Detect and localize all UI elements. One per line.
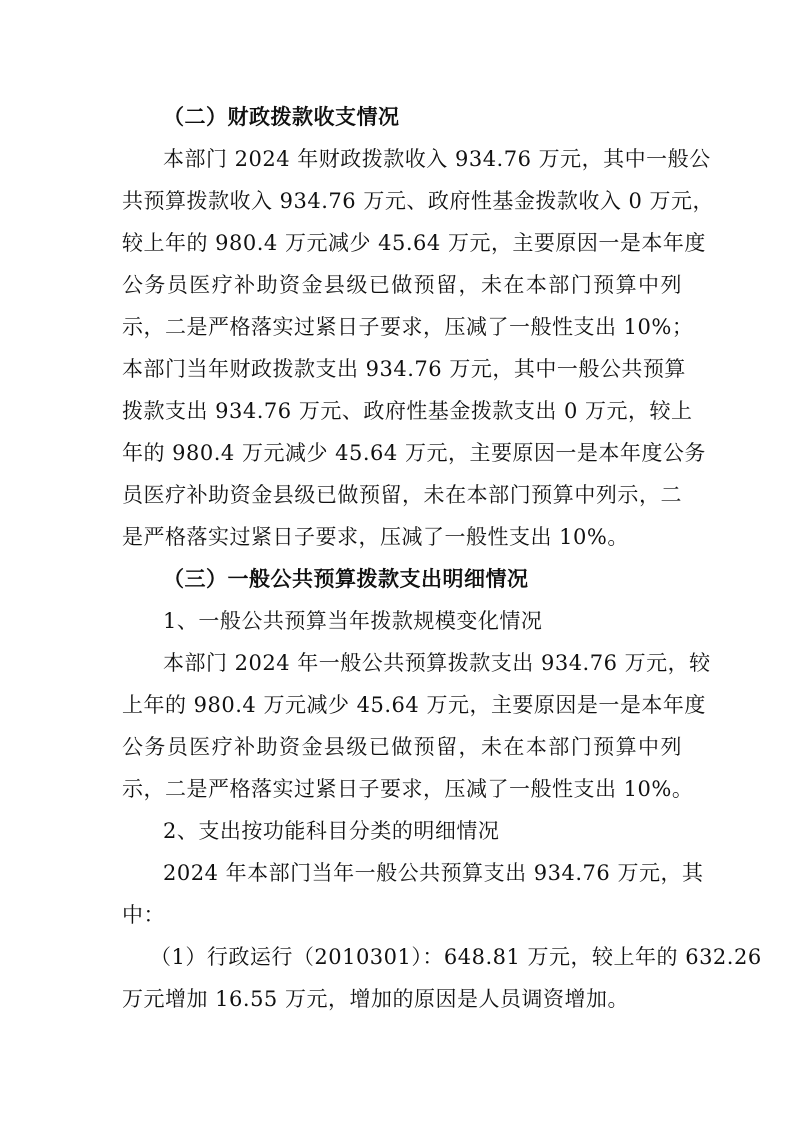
paragraph-line: 本部门 2024 年财政拨款收入 934.76 万元，其中一般公	[163, 147, 711, 171]
paragraph-line: 2024 年本部门当年一般公共预算支出 934.76 万元，其	[163, 861, 704, 885]
section-heading-general-budget-detail: （三）一般公共预算拨款支出明细情况	[163, 567, 529, 591]
paragraph-line: 年的 980.4 万元减少 45.64 万元，主要原因一是本年度公务	[122, 441, 706, 465]
paragraph-line: 是严格落实过紧日子要求，压减了一般性支出 10%。	[122, 525, 629, 549]
paragraph-line: 拨款支出 934.76 万元、政府性基金拨款支出 0 万元，较上	[122, 399, 693, 423]
paragraph-line: 示，二是严格落实过紧日子要求，压减了一般性支出 10%。	[122, 777, 694, 801]
paragraph-line: 本部门 2024 年一般公共预算拨款支出 934.76 万元，较	[163, 651, 711, 675]
list-item-line: （1）行政运行（2010301）：648.81 万元，较上年的 632.26	[150, 945, 762, 969]
paragraph-line: 中：	[122, 903, 165, 927]
paragraph-line: 较上年的 980.4 万元减少 45.64 万元，主要原因一是本年度	[122, 231, 706, 255]
list-item-line: 万元增加 16.55 万元，增加的原因是人员调资增加。	[122, 987, 629, 1011]
paragraph-line: 员医疗补助资金县级已做预留，未在本部门预算中列示，二	[122, 483, 682, 507]
paragraph-line: 公务员医疗补助资金县级已做预留，未在本部门预算中列	[122, 273, 682, 297]
paragraph-line: 共预算拨款收入 934.76 万元、政府性基金拨款收入 0 万元，	[122, 189, 715, 213]
paragraph-line: 示，二是严格落实过紧日子要求，压减了一般性支出 10%；	[122, 315, 694, 339]
section-heading-fiscal-appropriation: （二）财政拨款收支情况	[163, 105, 400, 129]
subsection-title: 1、一般公共预算当年拨款规模变化情况	[163, 609, 543, 633]
paragraph-line: 本部门当年财政拨款支出 934.76 万元，其中一般公共预算	[122, 357, 686, 381]
paragraph-line: 上年的 980.4 万元减少 45.64 万元，主要原因是一是本年度	[122, 693, 706, 717]
paragraph-line: 公务员医疗补助资金县级已做预留，未在本部门预算中列	[122, 735, 682, 759]
subsection-title: 2、支出按功能科目分类的明细情况	[163, 819, 500, 843]
